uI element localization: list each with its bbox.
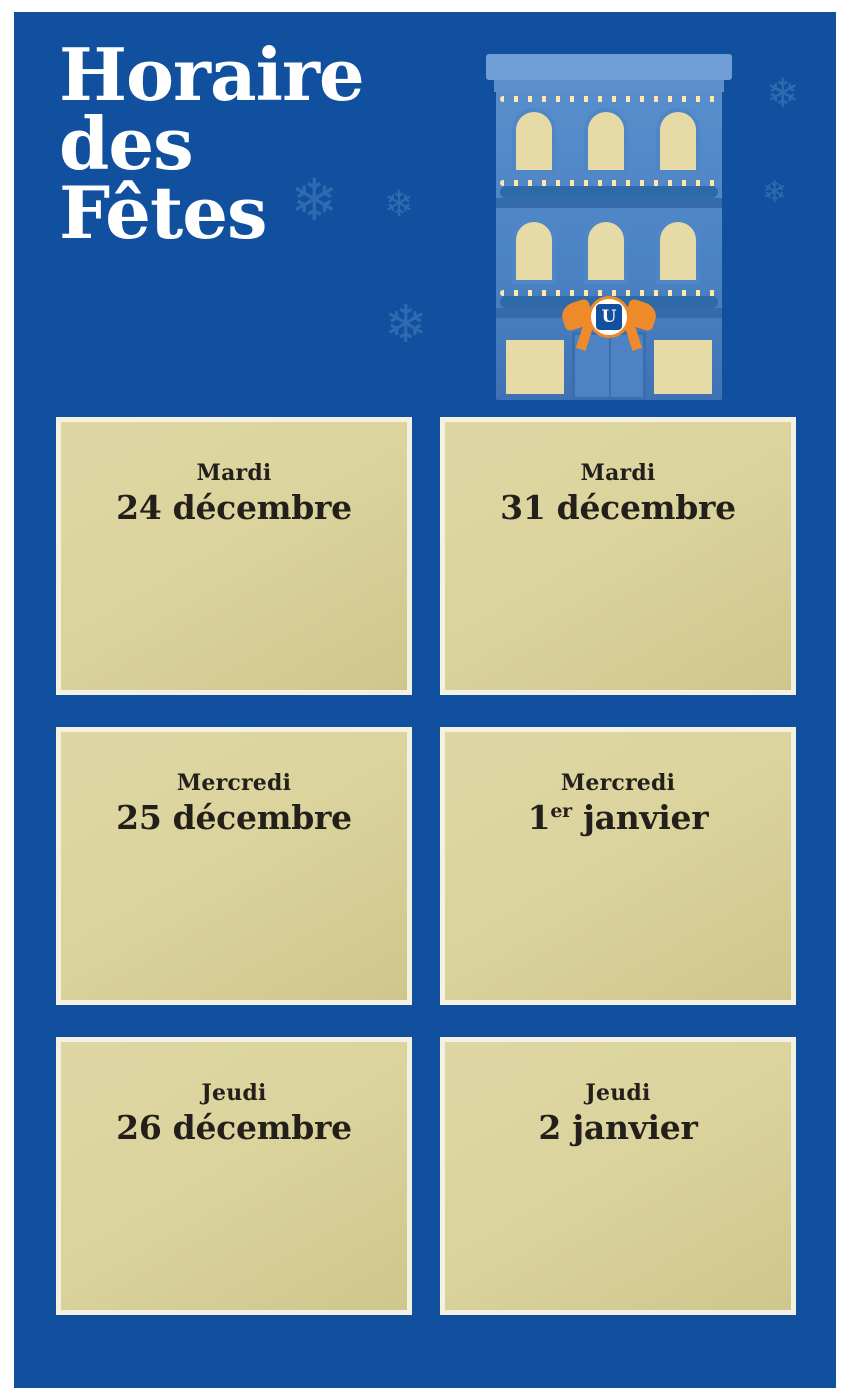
storefront-cornice (486, 54, 732, 80)
snowflake-icon: ❄ (766, 71, 800, 116)
storefront-window (656, 108, 700, 174)
schedule-card (56, 417, 412, 695)
holiday-schedule-poster (14, 12, 836, 1388)
schedule-card (56, 727, 412, 1005)
snowflake-icon: ❄ (290, 168, 339, 233)
schedule-card-day: Jeudi (201, 1080, 267, 1106)
schedule-card-day: Mardi (580, 460, 656, 486)
snowflake-icon: ❄ (384, 184, 415, 224)
page-title-line-2: des (59, 101, 193, 187)
storefront-window (584, 108, 628, 174)
brand-logo-letter: U (596, 304, 622, 330)
garland-icon (500, 186, 718, 198)
schedule-grid (56, 417, 796, 1347)
schedule-card-day: Mercredi (560, 770, 676, 796)
storefront-display-window (654, 340, 712, 394)
schedule-card-day: Mercredi (176, 770, 292, 796)
storefront-window (512, 108, 556, 174)
schedule-card-date-ordinal: 1 (527, 798, 551, 837)
schedule-card-date: 26 décembre (116, 1108, 352, 1147)
schedule-card-date: 24 décembre (116, 488, 352, 527)
storefront-display-window (506, 340, 564, 394)
schedule-card (440, 727, 796, 1005)
schedule-row (56, 727, 796, 1005)
schedule-card-date-ordinal-suffix: er (550, 800, 572, 822)
snowflake-icon: ❄ (762, 176, 788, 209)
schedule-card (440, 417, 796, 695)
schedule-card (56, 1037, 412, 1315)
storefront-cornice-lower (494, 80, 724, 92)
schedule-card-date: 2 janvier (538, 1108, 698, 1147)
storefront-window (512, 218, 556, 284)
storefront-window (584, 218, 628, 284)
page-title-line-1: Horaire (59, 32, 364, 117)
schedule-card (440, 1037, 796, 1315)
page-title-line-3: Fêtes (59, 170, 267, 256)
storefront-icon (484, 50, 734, 400)
schedule-row (56, 417, 796, 695)
schedule-card-date (445, 798, 791, 837)
storefront-floor-band (496, 198, 722, 208)
string-lights-icon (500, 96, 718, 102)
snowflake-icon: ❄ (384, 297, 428, 354)
brand-logo (588, 296, 630, 338)
schedule-row (56, 1037, 796, 1315)
storefront-window (656, 218, 700, 284)
schedule-card-date-month: janvier (571, 798, 709, 837)
schedule-card-date: 25 décembre (116, 798, 352, 837)
schedule-card-day: Jeudi (585, 1080, 651, 1106)
schedule-card-date: 31 décembre (500, 488, 736, 527)
schedule-card-day: Mardi (196, 460, 272, 486)
